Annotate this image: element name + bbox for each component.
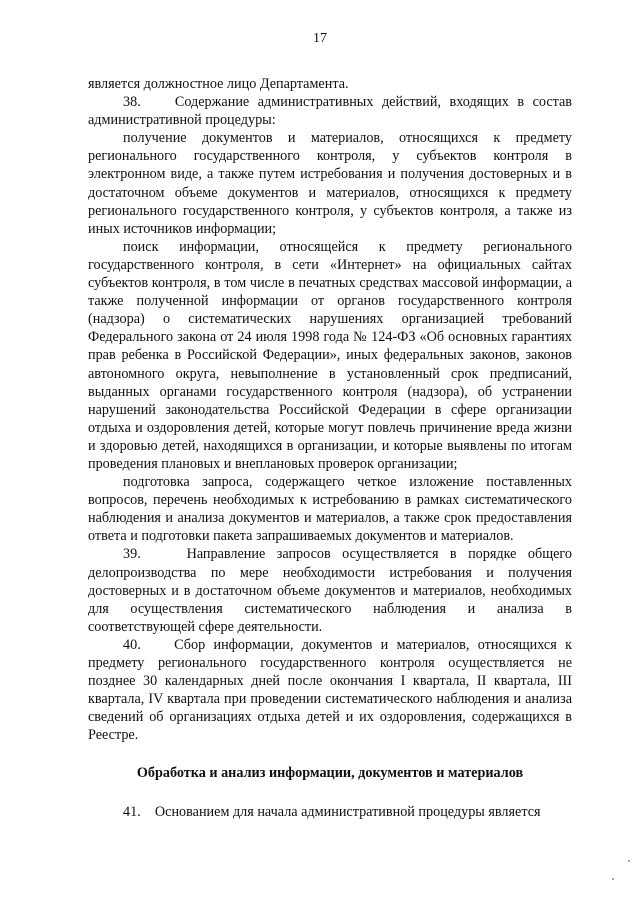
scan-speck (628, 860, 630, 862)
document-body (88, 75, 572, 821)
paragraph-receiving-documents: получение документов и материалов, относящихся к предмету регионального государственного контроля, у субъектов контроля в электронном виде, а также путем истребования и получения достоверных и в достаточном объеме документов и материалов, относящихся к предмету регионального государственного контроля, у субъектов контроля, а также из иных источников информации; (88, 130, 572, 237)
section-heading: Обработка и анализ информации, документов и материалов (136, 765, 524, 782)
paragraph-continuation: является должностное лицо Департамента. (88, 76, 349, 92)
paragraph-41: 41. Основанием для начала административной процедуры является (123, 803, 541, 820)
paragraph-40: 40. Сбор информации, документов и материалов, относящихся к предмету регионального государственного контроля осуществляется не позднее 30 календарных дней после окончания I квартала, II квартала, III квартала, IV квартала при проведении систематического наблюдения и анализа сведений об организациях отдыха детей и их оздоровления, содержащихся в Реестре. (88, 636, 572, 744)
page-number: 17 (313, 31, 327, 46)
paragraph-39: 39. Направление запросов осуществляется в порядке общего делопроизводства по мере необходимости истребования и получения достоверных и в достаточном объеме документов и материалов, необходимых для осуществления систематического наблюдения и анализа в соответствующей сфере деятельности. (88, 546, 572, 635)
scan-speck (612, 878, 614, 880)
paragraph-request-preparation: подготовка запроса, содержащего четкое изложение поставленных вопросов, перечень необходимых к истребованию в рамках систематического наблюдения и анализа документов и материалов, а также срок предоставления ответа и подготовки пакета запрашиваемых документов и материалов. (88, 474, 572, 545)
paragraph-search-information: поиск информации, относящейся к предмету регионального государственного контроля, в сети «Интернет» на официальных сайтах субъектов контроля, в том числе в печатных средствах массовой информации, а также полученной информации от органов государственного контроля (надзора) о систематических нарушениях организацией требований Федерального закона от 24 июля 1998 года № 124-ФЗ «Об основных гарантиях прав ребенка в Российской Федерации», иных федеральных законов, законов автономного округа, невыполнение в установленный срок предписаний, выданных органами государственного контроля (надзора), об устранении нарушений законодательства Российской Федерации в сфере организации отдыха и оздоровления детей, которые могут повлечь причинение вреда жизни и здоровью детей, находящихся в организации, и которые выявлены по итогам проведения плановых и внеплановых проверок организации; (88, 238, 572, 472)
paragraph-38: 38. Содержание административных действий, входящих в состав административной процедуры: (88, 94, 572, 129)
